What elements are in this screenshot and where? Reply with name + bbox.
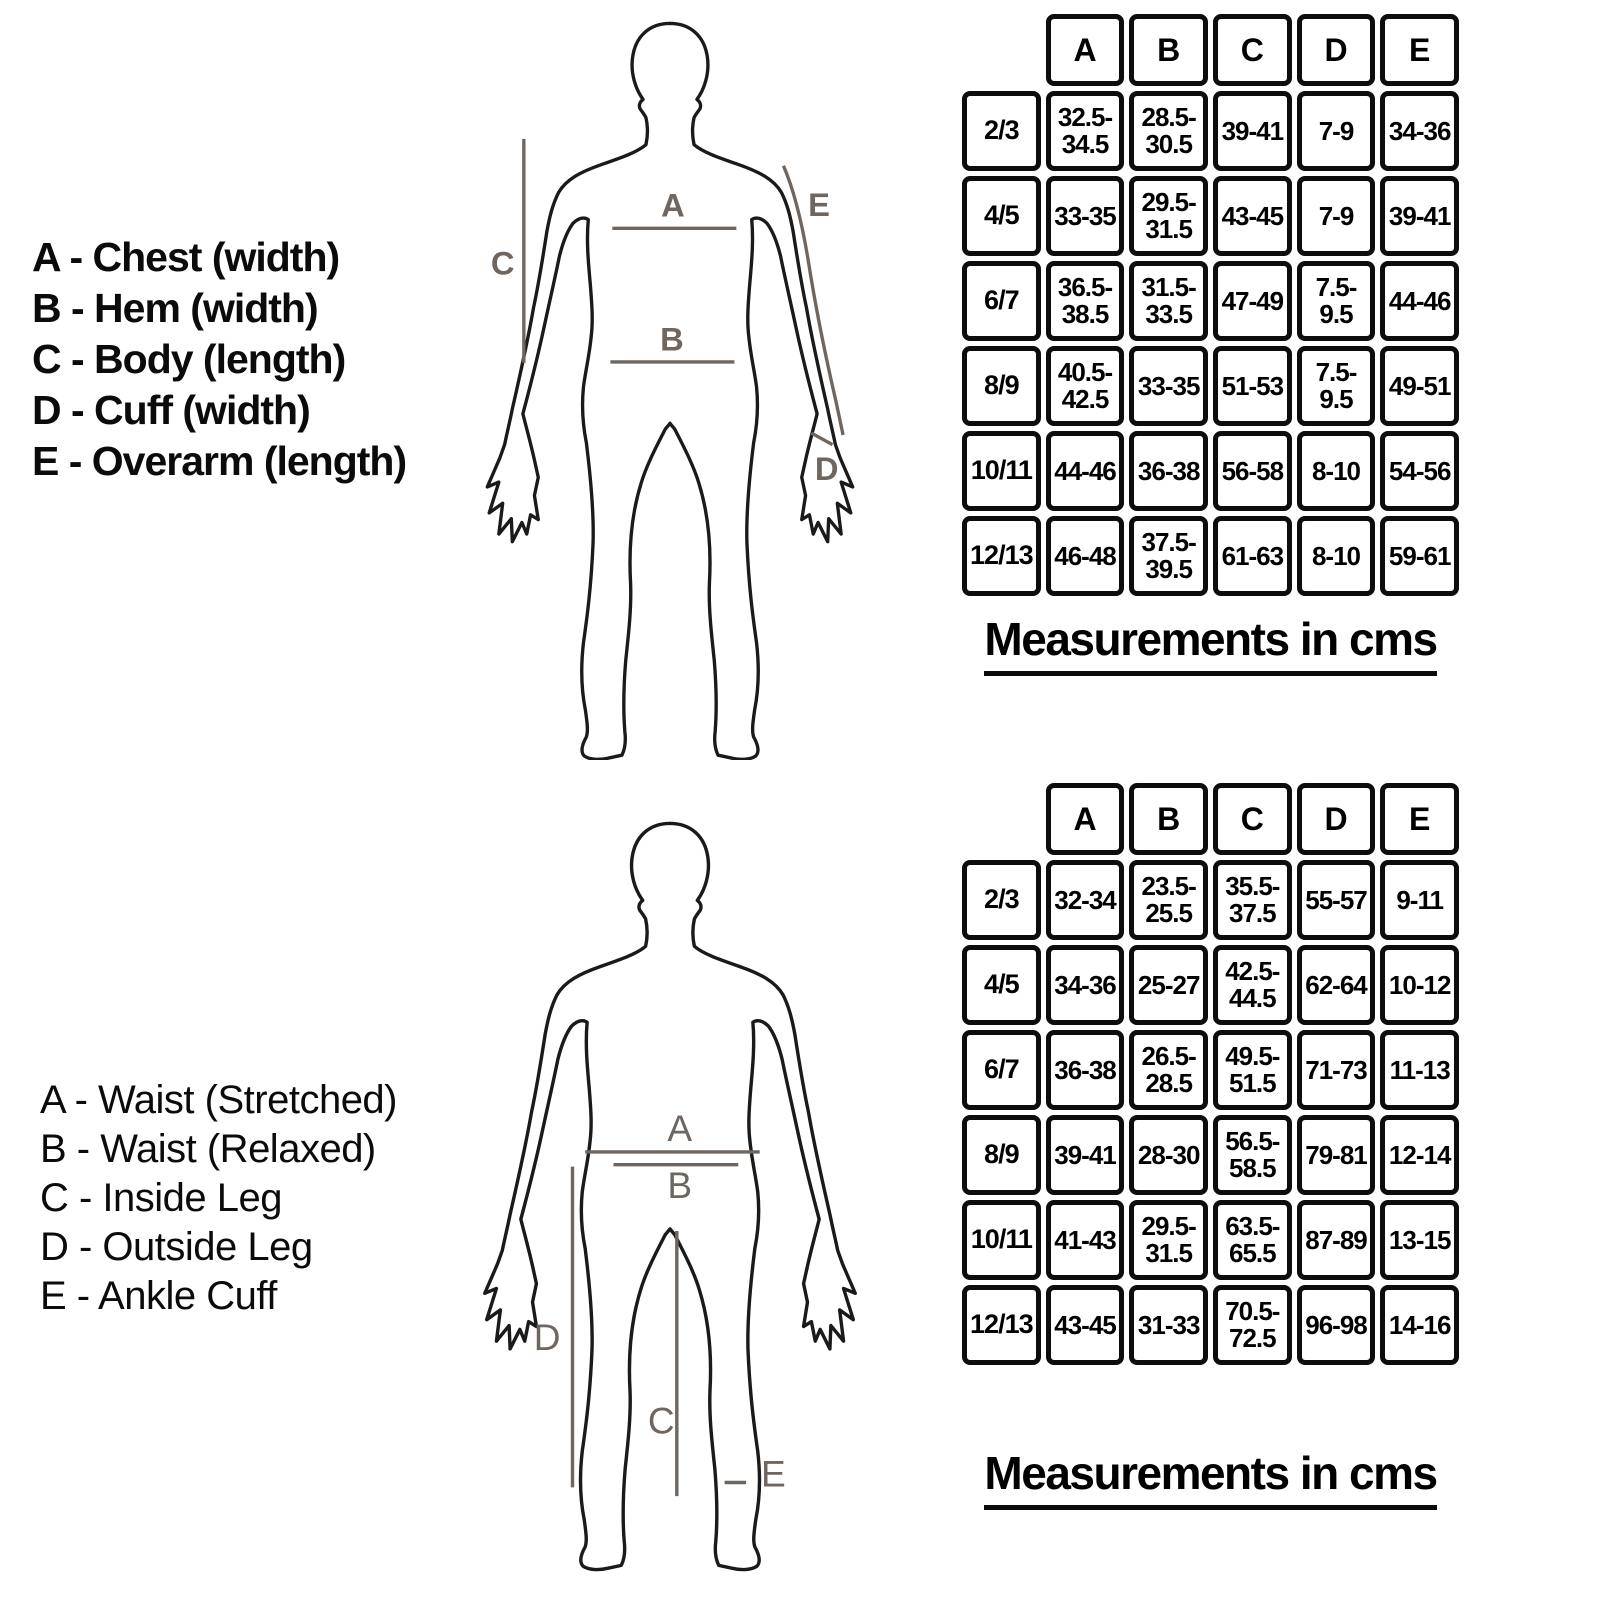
measurement-cell: 28-30	[1129, 1115, 1208, 1195]
measurement-cell: 39-41	[1380, 176, 1459, 256]
legend-item: D - Cuff (width)	[32, 387, 310, 433]
cuff-width-line	[811, 433, 832, 445]
measurement-cell: 54-56	[1380, 431, 1459, 511]
measurement-cell: 49.5-51.5	[1213, 1030, 1292, 1110]
measurement-cell: 32.5-34.5	[1046, 91, 1125, 171]
measurement-cell: 33-35	[1129, 346, 1208, 426]
measurement-cell: 36-38	[1046, 1030, 1125, 1110]
measurement-cell: 87-89	[1297, 1200, 1376, 1280]
measurement-cell: 7.5-9.5	[1297, 346, 1376, 426]
outside-leg-label: D	[533, 1315, 561, 1358]
measurement-cell: 14-16	[1380, 1285, 1459, 1365]
measurement-cell: 36-38	[1129, 431, 1208, 511]
legend-item: C - Body (length)	[32, 336, 346, 382]
measurement-cell: 49-51	[1380, 346, 1459, 426]
measurement-cell: 11-13	[1380, 1030, 1459, 1110]
measurement-cell: 33-35	[1046, 176, 1125, 256]
legend-item: E - Ankle Cuff	[40, 1274, 277, 1318]
measurement-cell: 51-53	[1213, 346, 1292, 426]
body-figure-bottom	[475, 790, 865, 1590]
top-measurement-legend	[32, 232, 406, 487]
waist-stretched-label: A	[667, 1107, 693, 1150]
bottom-caption	[962, 1446, 1459, 1510]
measurement-cell: 32-34	[1046, 860, 1125, 940]
measurement-cell: 34-36	[1380, 91, 1459, 171]
inside-leg-label: C	[647, 1399, 675, 1442]
column-header: E	[1380, 783, 1459, 855]
bottom-caption-text: Measurements in cms	[984, 1446, 1436, 1510]
measurement-cell: 9-11	[1380, 860, 1459, 940]
measurement-cell: 43-45	[1046, 1285, 1125, 1365]
measurement-cell: 40.5-42.5	[1046, 346, 1125, 426]
measurement-cell: 7-9	[1297, 91, 1376, 171]
measurement-cell: 59-61	[1380, 516, 1459, 596]
measurement-cell: 39-41	[1046, 1115, 1125, 1195]
row-header-size: 4/5	[962, 176, 1041, 256]
measurement-cell: 8-10	[1297, 516, 1376, 596]
column-header: A	[1046, 783, 1125, 855]
measurement-cell: 29.5-31.5	[1129, 176, 1208, 256]
measurement-cell: 56-58	[1213, 431, 1292, 511]
column-header: C	[1213, 14, 1292, 86]
column-header: D	[1297, 14, 1376, 86]
row-header-size: 12/13	[962, 516, 1041, 596]
measurement-cell: 23.5-25.5	[1129, 860, 1208, 940]
row-header-size: 8/9	[962, 1115, 1041, 1195]
measurement-cell: 61-63	[1213, 516, 1292, 596]
column-header: E	[1380, 14, 1459, 86]
measurement-cell: 62-64	[1297, 945, 1376, 1025]
measurement-cell: 70.5-72.5	[1213, 1285, 1292, 1365]
column-header: B	[1129, 14, 1208, 86]
bottom-measurement-legend	[40, 1076, 397, 1321]
body-figure-top	[475, 10, 865, 760]
row-header-size: 6/7	[962, 261, 1041, 341]
measurement-cell: 28.5-30.5	[1129, 91, 1208, 171]
legend-item: C - Inside Leg	[40, 1176, 283, 1220]
measurement-cell: 10-12	[1380, 945, 1459, 1025]
column-header: D	[1297, 783, 1376, 855]
measurement-cell: 56.5-58.5	[1213, 1115, 1292, 1195]
measurement-cell: 13-15	[1380, 1200, 1459, 1280]
bottom-size-table	[962, 783, 1459, 1365]
measurement-cell: 29.5-31.5	[1129, 1200, 1208, 1280]
measurement-cell: 31-33	[1129, 1285, 1208, 1365]
top-caption	[962, 612, 1459, 676]
row-header-size: 2/3	[962, 91, 1041, 171]
measurement-cell: 55-57	[1297, 860, 1376, 940]
measurement-cell: 12-14	[1380, 1115, 1459, 1195]
measurement-cell: 7-9	[1297, 176, 1376, 256]
column-header: B	[1129, 783, 1208, 855]
measurement-cell: 71-73	[1297, 1030, 1376, 1110]
ankle-cuff-label: E	[760, 1452, 786, 1495]
measurement-cell: 26.5-28.5	[1129, 1030, 1208, 1110]
top-size-table	[962, 14, 1459, 596]
row-header-size: 8/9	[962, 346, 1041, 426]
legend-item: A - Waist (Stretched)	[40, 1078, 397, 1122]
measurement-cell: 25-27	[1129, 945, 1208, 1025]
row-header-size: 12/13	[962, 1285, 1041, 1365]
row-header-size: 6/7	[962, 1030, 1041, 1110]
column-header: A	[1046, 14, 1125, 86]
top-caption-text: Measurements in cms	[984, 612, 1436, 676]
measurement-cell: 63.5-65.5	[1213, 1200, 1292, 1280]
legend-item: A - Chest (width)	[32, 234, 340, 280]
measurement-cell: 44-46	[1380, 261, 1459, 341]
hem-width-label: B	[660, 320, 684, 358]
measurement-cell: 34-36	[1046, 945, 1125, 1025]
measurement-cell: 43-45	[1213, 176, 1292, 256]
measurement-cell: 35.5-37.5	[1213, 860, 1292, 940]
row-header-size: 10/11	[962, 431, 1041, 511]
measurement-cell: 41-43	[1046, 1200, 1125, 1280]
chest-width-label: A	[661, 186, 685, 224]
row-header-size: 4/5	[962, 945, 1041, 1025]
measurement-cell: 8-10	[1297, 431, 1376, 511]
legend-item: E - Overarm (length)	[32, 438, 407, 484]
column-header: C	[1213, 783, 1292, 855]
measurement-cell: 36.5-38.5	[1046, 261, 1125, 341]
measurement-cell: 42.5-44.5	[1213, 945, 1292, 1025]
row-header-size: 10/11	[962, 1200, 1041, 1280]
measurement-cell: 79-81	[1297, 1115, 1376, 1195]
body-length-label: C	[490, 244, 515, 282]
measurement-cell: 7.5-9.5	[1297, 261, 1376, 341]
legend-item: B - Hem (width)	[32, 285, 318, 331]
measurement-cell: 46-48	[1046, 516, 1125, 596]
measurement-cell: 44-46	[1046, 431, 1125, 511]
measurement-cell: 31.5-33.5	[1129, 261, 1208, 341]
measurement-cell: 37.5-39.5	[1129, 516, 1208, 596]
row-header-size: 2/3	[962, 860, 1041, 940]
measurement-cell: 47-49	[1213, 261, 1292, 341]
cuff-width-label: D	[814, 450, 839, 488]
legend-item: B - Waist (Relaxed)	[40, 1127, 376, 1171]
measurement-cell: 96-98	[1297, 1285, 1376, 1365]
body-outline	[487, 23, 852, 759]
legend-item: D - Outside Leg	[40, 1225, 313, 1269]
overarm-length-label: E	[808, 185, 830, 223]
measurement-cell: 39-41	[1213, 91, 1292, 171]
waist-relaxed-label: B	[667, 1163, 693, 1206]
